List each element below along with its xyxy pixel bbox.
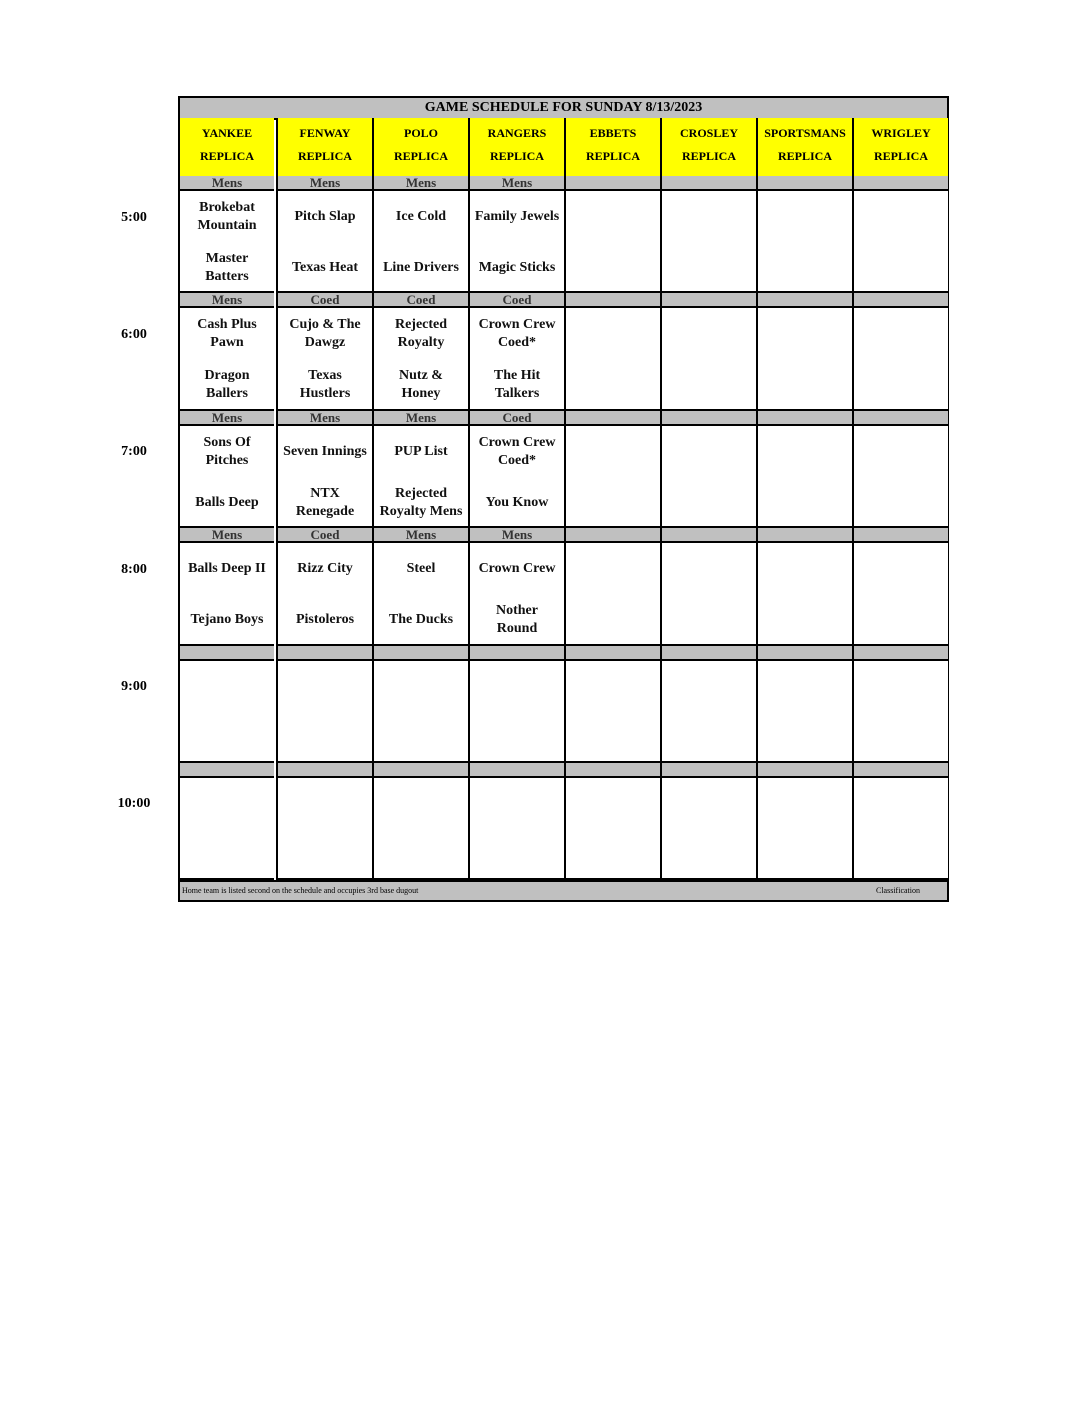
- classification-label: [662, 646, 756, 661]
- game-cell: [374, 191, 468, 291]
- home-team: The Hit Talkers: [493, 368, 541, 402]
- game-cell: [180, 661, 274, 761]
- home-team: Nutz & Honey: [399, 368, 443, 402]
- home-team: Dragon Ballers: [204, 368, 250, 402]
- footer-classification: Classification: [876, 886, 920, 895]
- classification-label: [278, 763, 372, 778]
- classification-label: [180, 646, 274, 661]
- game-cell: [374, 778, 468, 878]
- field-type: REPLICA: [777, 149, 832, 163]
- field-name: CROSLEY: [679, 126, 738, 140]
- game-cell: [278, 191, 372, 291]
- away-team: Rejected Royalty: [394, 317, 448, 351]
- field-name: YANKEE: [201, 126, 253, 140]
- game-cell: [470, 308, 564, 408]
- field-name: POLO: [403, 126, 438, 140]
- field-header: [758, 118, 852, 176]
- game-cell: [278, 778, 372, 878]
- classification-label: [854, 763, 948, 778]
- home-team: NTX Renegade: [295, 485, 355, 519]
- classification-label: [758, 176, 852, 191]
- classification-label: Mens: [278, 411, 372, 426]
- field-type: REPLICA: [489, 149, 544, 163]
- field-name: RANGERS: [487, 126, 547, 140]
- field-column: [660, 118, 756, 900]
- away-team: Sons Of Pitches: [203, 434, 251, 468]
- away-team: Rizz City: [297, 561, 353, 577]
- classification-label: [854, 411, 948, 426]
- classification-label: Coed: [278, 293, 372, 308]
- classification-label: Coed: [374, 293, 468, 308]
- field-column: [756, 118, 852, 900]
- game-cell: [854, 778, 948, 878]
- field-column: [180, 118, 274, 900]
- field-type: REPLICA: [393, 149, 448, 163]
- game-cell: [662, 778, 756, 878]
- home-team: Magic Sticks: [478, 260, 556, 275]
- field-name: WRIGLEY: [871, 126, 931, 140]
- game-cell: [854, 308, 948, 408]
- field-header: [566, 118, 660, 176]
- field-column: [372, 118, 468, 900]
- game-cell: [566, 543, 660, 643]
- game-cell: [470, 543, 564, 643]
- field-column: [468, 118, 564, 900]
- game-cell: [374, 426, 468, 526]
- classification-label: Coed: [278, 528, 372, 543]
- classification-label: Mens: [374, 528, 468, 543]
- away-team: PUP List: [394, 443, 448, 459]
- classification-label: Coed: [470, 411, 564, 426]
- classification-label: Mens: [374, 176, 468, 191]
- away-team: Ice Cold: [395, 209, 447, 224]
- field-type: REPLICA: [297, 149, 352, 163]
- classification-label: [566, 763, 660, 778]
- classification-label: Mens: [470, 176, 564, 191]
- time-label: 9:00: [121, 678, 147, 694]
- classification-label: Mens: [180, 293, 274, 308]
- home-team: Tejano Boys: [190, 612, 264, 628]
- game-cell: [566, 661, 660, 761]
- away-team: Pitch Slap: [294, 209, 356, 224]
- classification-label: [278, 646, 372, 661]
- game-cell: [758, 426, 852, 526]
- game-cell: [566, 778, 660, 878]
- game-cell: [374, 661, 468, 761]
- game-cell: [662, 543, 756, 643]
- game-cell: [566, 308, 660, 408]
- game-cell: [854, 543, 948, 643]
- classification-label: [758, 763, 852, 778]
- game-cell: [662, 661, 756, 761]
- away-team: Crown Crew Coed*: [478, 317, 556, 351]
- away-team: Steel: [406, 561, 436, 577]
- away-team: Family Jewels: [474, 209, 560, 224]
- home-team: Line Drivers: [383, 260, 459, 275]
- classification-label: [180, 763, 274, 778]
- home-team: Nother Round: [496, 603, 538, 637]
- field-header: [374, 118, 468, 176]
- schedule-table: [178, 96, 949, 902]
- field-name: SPORTSMANS: [764, 126, 846, 140]
- classification-label: [854, 293, 948, 308]
- classification-label: [662, 411, 756, 426]
- field-header: [180, 118, 274, 176]
- game-cell: [566, 191, 660, 291]
- game-cell: [278, 308, 372, 408]
- home-team: You Know: [485, 494, 549, 510]
- time-label: 6:00: [121, 327, 147, 343]
- game-cell: [470, 661, 564, 761]
- classification-label: [566, 176, 660, 191]
- game-cell: [758, 191, 852, 291]
- game-cell: [662, 191, 756, 291]
- game-cell: [758, 661, 852, 761]
- home-team: Texas Hustlers: [299, 368, 351, 402]
- time-label: 5:00: [121, 210, 147, 225]
- classification-label: [374, 763, 468, 778]
- game-cell: [180, 426, 274, 526]
- time-label: 7:00: [121, 444, 147, 460]
- classification-label: [566, 293, 660, 308]
- away-team: Cash Plus Pawn: [197, 317, 257, 351]
- game-cell: [374, 308, 468, 408]
- field-header: [278, 118, 372, 176]
- classification-label: [662, 176, 756, 191]
- game-cell: [374, 543, 468, 643]
- game-cell: [854, 426, 948, 526]
- game-cell: [758, 778, 852, 878]
- classification-label: [758, 411, 852, 426]
- away-team: Cujo & The Dawgz: [289, 317, 361, 351]
- field-type: REPLICA: [681, 149, 736, 163]
- home-team: Pistoleros: [295, 612, 355, 628]
- classification-label: Mens: [278, 176, 372, 191]
- field-name: FENWAY: [299, 126, 351, 140]
- classification-label: [758, 528, 852, 543]
- game-cell: [278, 543, 372, 643]
- field-column: [276, 118, 372, 900]
- classification-label: Mens: [180, 176, 274, 191]
- classification-label: [662, 528, 756, 543]
- game-cell: [180, 191, 274, 291]
- classification-label: Mens: [470, 528, 564, 543]
- away-team: Crown Crew Coed*: [478, 434, 556, 468]
- schedule-title: GAME SCHEDULE FOR SUNDAY 8/13/2023: [180, 98, 947, 120]
- classification-label: [566, 411, 660, 426]
- field-type: REPLICA: [873, 149, 928, 163]
- classification-label: [662, 763, 756, 778]
- game-cell: [662, 308, 756, 408]
- table-footer: [180, 880, 947, 900]
- classification-label: [470, 763, 564, 778]
- away-team: Balls Deep II: [188, 561, 266, 577]
- home-team: Texas Heat: [292, 260, 358, 275]
- away-team: Crown Crew: [478, 561, 556, 577]
- game-cell: [470, 778, 564, 878]
- away-team: Brokebat Mountain: [197, 200, 257, 233]
- classification-label: [374, 646, 468, 661]
- field-column: [564, 118, 660, 900]
- field-name: EBBETS: [589, 126, 637, 140]
- game-cell: [180, 308, 274, 408]
- game-cell: [180, 778, 274, 878]
- field-header: [470, 118, 564, 176]
- game-cell: [566, 426, 660, 526]
- field-column: [852, 118, 948, 900]
- game-cell: [758, 543, 852, 643]
- classification-label: [566, 528, 660, 543]
- home-team: Rejected Royalty Mens: [379, 485, 463, 519]
- field-header: [662, 118, 756, 176]
- classification-label: Mens: [180, 411, 274, 426]
- field-header: [854, 118, 948, 176]
- classification-label: Mens: [374, 411, 468, 426]
- game-cell: [278, 661, 372, 761]
- classification-label: Coed: [470, 293, 564, 308]
- home-team: Balls Deep: [195, 494, 259, 510]
- game-cell: [470, 426, 564, 526]
- footer-note: Home team is listed second on the schedule and occupies 3rd base dugout: [182, 886, 419, 895]
- game-cell: [470, 191, 564, 291]
- home-team: The Ducks: [388, 612, 454, 628]
- classification-label: [854, 176, 948, 191]
- time-label: 10:00: [117, 796, 151, 811]
- game-cell: [854, 661, 948, 761]
- classification-label: [758, 646, 852, 661]
- field-type: REPLICA: [585, 149, 640, 163]
- classification-label: [662, 293, 756, 308]
- classification-label: [854, 646, 948, 661]
- game-cell: [854, 191, 948, 291]
- game-cell: [278, 426, 372, 526]
- away-team: Seven Innings: [283, 443, 367, 459]
- classification-label: [758, 293, 852, 308]
- field-type: REPLICA: [199, 149, 254, 163]
- classification-label: [566, 646, 660, 661]
- game-cell: [662, 426, 756, 526]
- classification-label: Mens: [180, 528, 274, 543]
- game-cell: [758, 308, 852, 408]
- classification-label: [854, 528, 948, 543]
- time-label: 8:00: [121, 561, 147, 577]
- game-cell: [180, 543, 274, 643]
- home-team: Master Batters: [205, 251, 249, 284]
- classification-label: [470, 646, 564, 661]
